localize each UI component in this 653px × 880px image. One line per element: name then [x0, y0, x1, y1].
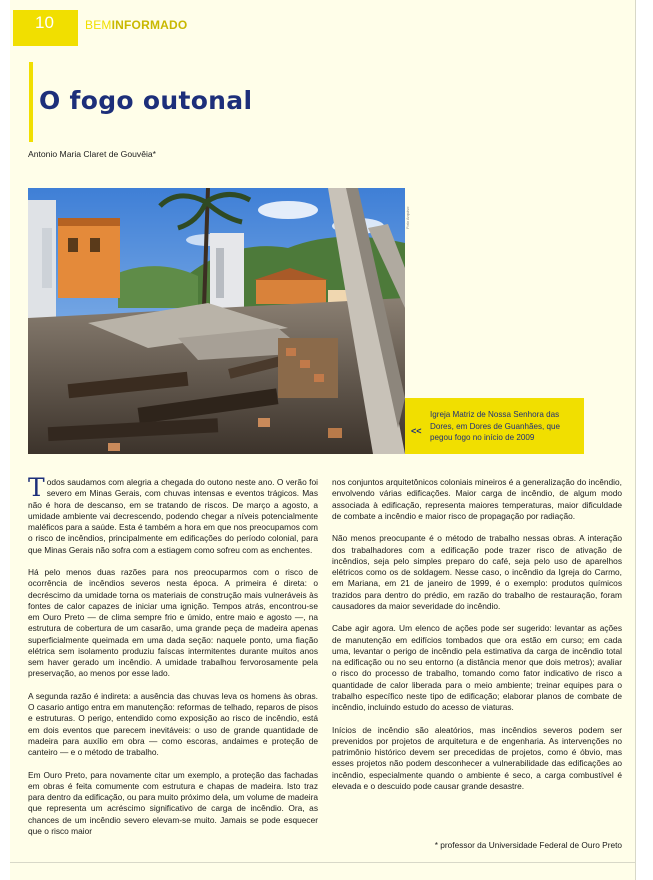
paragraph — [28, 473, 318, 556]
photo-caption-box — [405, 398, 584, 454]
right-text-column — [332, 477, 622, 803]
author-footnote: * professor da Universidade Federal de Ouro Preto — [434, 840, 622, 850]
paragraph: Em Ouro Preto, para novamente citar um exemplo, a proteção das fachadas em obras é feita comumente com estrutura e chapas de madeira. Isto traz para dentro da edificação, ou para muito próximo dela, um volume de madeira que representa um acréscimo significativo de carga de incêndio. Ora, as chances de um incêndio severo elevam-se muito. Jamais se pode esquecer que o risco maior — [28, 769, 318, 836]
section-brand — [85, 18, 187, 32]
photo-caption: Igreja Matriz de Nossa Senhora das Dores, em Dores de Guanhães, que pegou fogo no início de 2009 — [430, 410, 561, 442]
paragraph: nos conjuntos arquitetônicos coloniais mineiros é a generalização do incêndio, envolvendo várias edificações. Maior carga de incêndio, de algum modo associada à edificação, representa maiores temperaturas, maior dificuldade de combate a incêndio e maior risco de propagação por radiação. — [332, 477, 622, 521]
title-accent-bar — [29, 62, 33, 142]
left-text-column — [28, 473, 318, 848]
paragraph: Há pelo menos duas razões para nos preocuparmos com o risco de ocorrência de incêndios severos nesta época. A primeira é direta: o decréscimo da umidade torna os materiais de construção mais vulneráveis às fontes de calor capazes de iniciar uma ignição. Tempos atrás, encontrou-se em Ouro Preto — de clima sempre frio e úmido, entre maio e agosto —, na estrutura de cobertura de um casarão, uma grande peça de madeira apenas superficialmente queimada em uma dada seção: naquele ponto, uma fiação elétrica sem isolamento produziu faíscas intermitentes durante muitos anos sem haver gerado um incêndio. A umidade trabalhou fervorosamente pela preservação, ao menos por esse lado. — [28, 567, 318, 679]
brand-bold: INFORMADO — [111, 18, 188, 32]
paragraph: A segunda razão é indireta: a ausência das chuvas leva os homens às obras. O casario antigo entra em manutenção: reformas de telhado, reparos de pisos e estruturas. O perigo, entendido como exposição ao risco de incêndio, está em dois eventos que parecem inevitáveis: o uso de grande quantidade de madeira para auxílio em obra — como escoras, andaimes e proteção de canteiro — e o método de trabalho. — [28, 690, 318, 757]
article-title: O fogo outonal — [39, 86, 253, 115]
paragraph: Inícios de incêndio são aleatórios, mas incêndios severos podem ser prevenidos por projetos de arquitetura e de engenharia. As intervenções no patrimônio histórico devem ser precedidas de projetos, como é óbvio, mas esses projetos não podem desconhecer a vulnerabilidade das edificações ao incêndio, especialmente quando o ambiente é seco, a carga combustível é elevada e o descuido pode causar grande desastre. — [332, 724, 622, 791]
paragraph: Cabe agir agora. Um elenco de ações pode ser sugerido: levantar as ações de manutenção em edifícios tombados que ora estão em curso; em cada uma, levantar o perigo de incêndio pela estimativa da carga de incêndio total na edificação ou no seu entorno (a distância menor que dois metros); avaliar o risco do processo de trabalho, tomando como fator indicativo de risco a quantidade de calor liberada para o meio ambiente; treinar equipes para o trabalho específico neste tipo de edificação; elaborar planos de combate de incêndio, incluindo estudo do acesso de viaturas. — [332, 623, 622, 712]
article-author: Antonio Maria Claret de Gouvêia* — [28, 149, 157, 159]
article-photo — [28, 188, 405, 454]
paragraph-text: odos saudamos com alegria a chegada do outono neste ano. O verão foi severo em Minas Gerais, com chuvas intensas e eventos trágicos. Mas não é hora de descanso, em se tratando de riscos. De março a agosto, a umidade ambiente vai decrescendo, podendo chegar a níveis potencialmente maléficos para a saúde. Esta é também a hora em que nos preocupamos com o risco de incêndios, principalmente em edificações do período colonial, para que Minas Gerais não sofra com a estiagem como sofreu com as enchentes. — [28, 477, 318, 555]
photo-credit: Foto Arquivo — [405, 206, 410, 229]
page-number: 10 — [13, 10, 78, 46]
paragraph: Não menos preocupante é o método de trabalho nessas obras. A interação dos trabalhadores com a edificação pode trazer risco de ativação de incêndios, seja pelo simples preparo do café, seja pelo uso de aparelhos elétricos como os de soldagem. Nesse caso, o incêndio da Igreja do Carmo, em Mariana, em 21 de janeiro de 1999, é o exemplo: produtos químicos trazidos para dentro do prédio, em razão do trabalho de restauração, foram causadores da maior severidade do incêndio. — [332, 533, 622, 611]
page-bottom-rule — [10, 862, 636, 863]
church-ruins-image — [28, 188, 405, 454]
caption-pointer: << — [411, 426, 422, 436]
drop-cap: T — [28, 473, 45, 502]
brand-light: BEM — [85, 18, 112, 32]
